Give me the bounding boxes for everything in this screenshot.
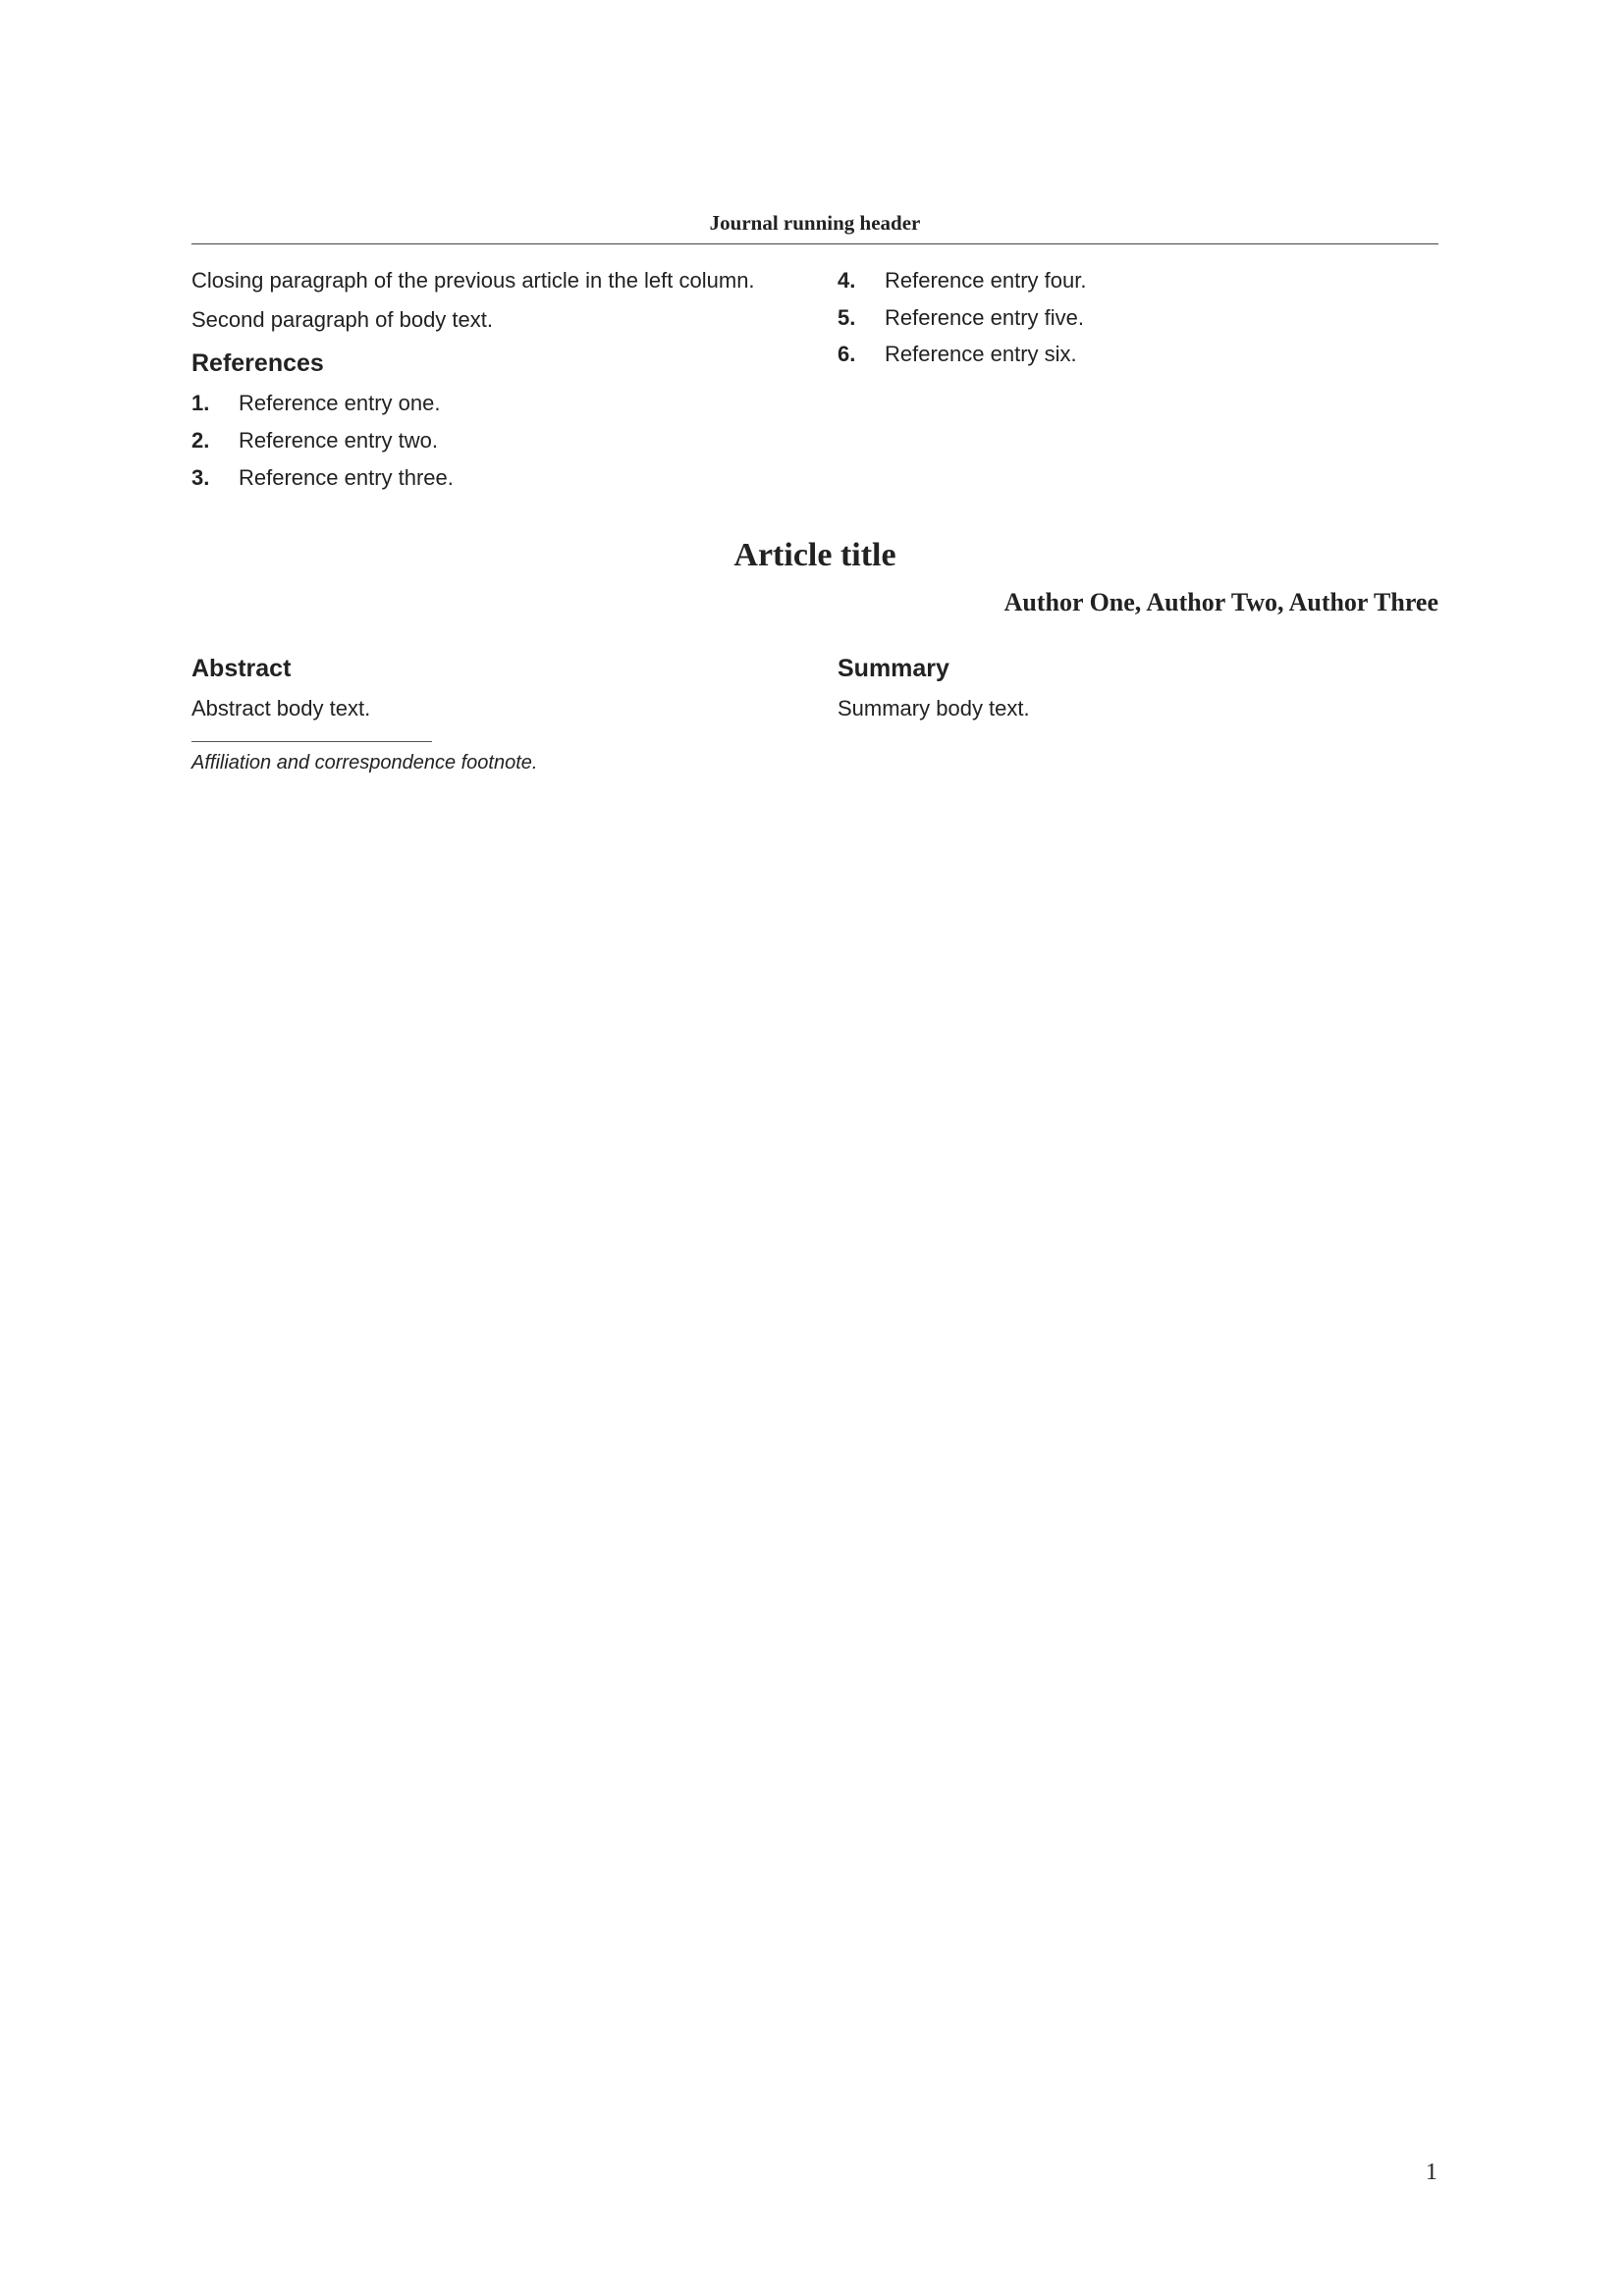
reference-number: 4. bbox=[838, 268, 856, 293]
lower-columns bbox=[191, 639, 1438, 775]
reference-text: Reference entry one. bbox=[239, 391, 441, 416]
abstract-text: Abstract body text. bbox=[191, 695, 371, 721]
reference-text: Reference entry four. bbox=[885, 268, 1087, 293]
summary-column bbox=[838, 639, 1438, 775]
reference-list bbox=[191, 389, 792, 492]
summary-heading: Summary bbox=[838, 655, 949, 683]
reference-item bbox=[838, 340, 1438, 369]
right-column bbox=[838, 266, 1438, 500]
body-paragraph: Closing paragraph of the previous article in the left column. bbox=[191, 268, 755, 293]
upper-columns bbox=[191, 266, 1438, 500]
article-title: Article title bbox=[733, 537, 896, 574]
running-header: Journal running header bbox=[191, 211, 1438, 244]
footnote-divider bbox=[191, 741, 432, 742]
reference-text: Reference entry three. bbox=[239, 464, 454, 490]
reference-item bbox=[191, 426, 792, 455]
reference-list bbox=[838, 266, 1438, 369]
journal-page bbox=[191, 211, 1438, 776]
reference-item bbox=[838, 303, 1438, 333]
reference-item bbox=[838, 266, 1438, 295]
references-heading: References bbox=[191, 349, 324, 378]
reference-text: Reference entry six. bbox=[885, 342, 1077, 367]
reference-number: 2. bbox=[191, 427, 210, 453]
affiliation-footnote: Affiliation and correspondence footnote. bbox=[191, 751, 538, 774]
reference-text: Reference entry two. bbox=[239, 427, 438, 453]
reference-number: 6. bbox=[838, 342, 856, 367]
reference-number: 5. bbox=[838, 304, 856, 330]
article-authors: Author One, Author Two, Author Three bbox=[1003, 588, 1438, 617]
abstract-column bbox=[191, 639, 792, 775]
abstract-heading: Abstract bbox=[191, 655, 292, 683]
reference-text: Reference entry five. bbox=[885, 304, 1084, 330]
left-column bbox=[191, 266, 792, 500]
reference-number: 1. bbox=[191, 391, 210, 416]
body-paragraph: Second paragraph of body text. bbox=[191, 306, 493, 332]
summary-text: Summary body text. bbox=[838, 695, 1030, 721]
reference-number: 3. bbox=[191, 464, 210, 490]
page-number: 1 bbox=[1426, 2160, 1437, 2185]
reference-item bbox=[191, 389, 792, 418]
reference-item bbox=[191, 463, 792, 493]
